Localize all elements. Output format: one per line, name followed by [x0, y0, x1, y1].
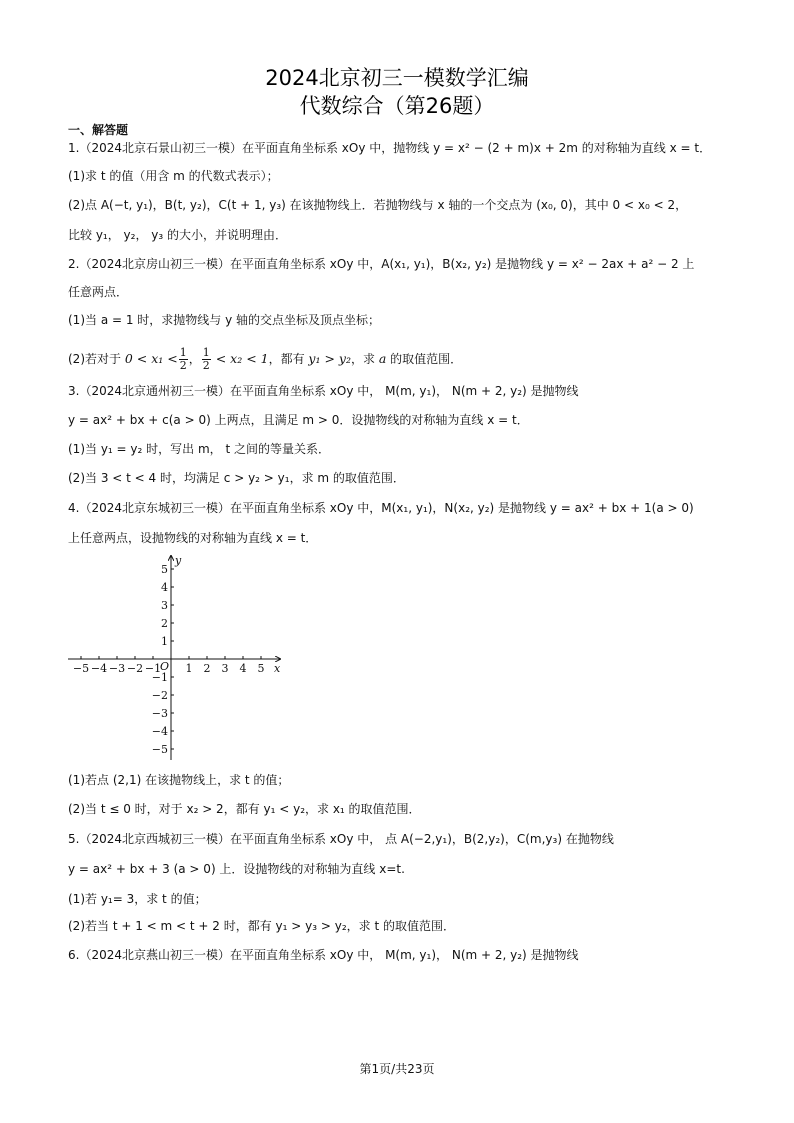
x-tick-label: 5 [257, 662, 265, 675]
q5-part2: (2)若当 t + 1 < m < t + 2 时，都有 y₁ > y₃ > y₂，求 t 的取值范围． [68, 919, 455, 933]
x-tick-label: 1 [185, 662, 193, 675]
x-tick-label: −5 [72, 662, 90, 675]
q3-part2: (2)当 3 < t < 4 时，均满足 c > y₂ > y₁，求 m 的取值范围． [68, 471, 405, 485]
fraction-half: $\frac{1}{2}$ [179, 346, 187, 372]
y-tick-label: −5 [151, 743, 168, 756]
page-footer: 第1页/共23页 [359, 1062, 435, 1076]
y-tick-label: 4 [161, 581, 168, 594]
x-tick-label: −1 [144, 662, 162, 675]
page-subtitle: 代数综合（第26题） [299, 94, 495, 118]
page-title: 2024北京初三一模数学汇编 [265, 66, 529, 90]
y-tick-label: −1 [151, 671, 168, 684]
q5-part1: (1)若 y₁= 3，求 t 的值； [68, 892, 207, 906]
q5-stem-line1: 5.（2024北京西城初三一模）在平面直角坐标系 xOy 中， 点 A(−2,y₁)，B(2,y₂)，C(m,y₃) 在抛物线 [68, 832, 614, 846]
x-tick-label: 4 [239, 662, 247, 675]
x-tick-label: 2 [203, 662, 211, 675]
q3-stem-line2: y = ax² + bx + c(a > 0) 上两点，且满足 m > 0．设抛物线的对称轴为直线 x = t． [68, 413, 529, 427]
q5-stem-line2: y = ax² + bx + 3 (a > 0) 上．设抛物线的对称轴为直线 x=t. [68, 862, 405, 876]
x-tick-label: −4 [90, 662, 108, 675]
y-tick-label: −2 [151, 689, 168, 702]
q1-part1: (1)求 t 的值（用含 m 的代数式表示）； [68, 169, 279, 183]
x-axis-label: x [274, 662, 281, 675]
x-tick-label: −2 [126, 662, 144, 675]
q4-part1: (1)若点 (2,1) 在该抛物线上，求 t 的值； [68, 773, 290, 787]
q2-stem-line1: 2.（2024北京房山初三一模）在平面直角坐标系 xOy 中，A(x₁, y₁)，B(x₂, y₂) 是抛物线 y = x² − 2ax + a² − 2 上 [68, 257, 695, 271]
q6-stem-line1: 6.（2024北京燕山初三一模）在平面直角坐标系 xOy 中， M(m, y₁)， N(m + 2, y₂) 是抛物线 [68, 948, 579, 962]
q4-stem-line1: 4.（2024北京东城初三一模）在平面直角坐标系 xOy 中，M(x₁, y₁)，N(x₂, y₂) 是抛物线 y = ax² + bx + 1(a > 0) [68, 501, 694, 515]
y-tick-label: 3 [161, 599, 168, 612]
q3-stem-line1: 3.（2024北京通州初三一模）在平面直角坐标系 xOy 中， M(m, y₁)， N(m + 2, y₂) 是抛物线 [68, 384, 579, 398]
q2-part1: (1)当 a = 1 时，求抛物线与 y 轴的交点坐标及顶点坐标； [68, 313, 381, 327]
fraction-half: $\frac{1}{2}$ [202, 346, 210, 372]
q4-stem-line2: 上任意两点，设抛物线的对称轴为直线 x = t． [68, 531, 318, 545]
x-tick-label: 3 [221, 662, 229, 675]
x-tick-label: −3 [108, 662, 126, 675]
section-title: 一、解答题 [68, 123, 129, 137]
y-tick-label: 1 [161, 635, 168, 648]
q1-part2-line2: 比较 y₁， y₂， y₃ 的大小，并说明理由． [68, 228, 287, 242]
y-tick-label: −4 [151, 725, 168, 738]
q2-part2: (2)若对于 0 < x₁ < $\frac{1}{2}$ ， $\frac{1}{2}$ < x₂ < 1，都有 y₁ > y₂，求 a 的取值范围． [68, 346, 463, 372]
q2-part2-text: (2)若对于 0 < x₁ < [68, 351, 178, 366]
y-axis-label: y [175, 554, 182, 567]
y-tick-label: 5 [161, 563, 168, 576]
q4-part2: (2)当 t ≤ 0 时，对于 x₂ > 2，都有 y₁ < y₂，求 x₁ 的取值范围． [68, 802, 421, 816]
y-tick-label: −3 [151, 707, 168, 720]
q1-part2-line1: (2)点 A(−t, y₁)，B(t, y₂)，C(t + 1, y₃) 在该抛物线上．若抛物线与 x 轴的一个交点为 (x₀, 0)，其中 0 < x₀ < 2， [68, 198, 688, 212]
y-tick-label: 2 [161, 617, 168, 630]
coordinate-axes-figure [62, 552, 292, 764]
q2-stem-line2: 任意两点． [68, 285, 129, 299]
q1-stem-line1: 1.（2024北京石景山初三一模）在平面直角坐标系 xOy 中，抛物线 y = x² − (2 + m)x + 2m 的对称轴为直线 x = t． [68, 141, 712, 155]
q3-part1: (1)当 y₁ = y₂ 时，写出 m， t 之间的等量关系． [68, 442, 330, 456]
origin-label: O [160, 660, 170, 673]
